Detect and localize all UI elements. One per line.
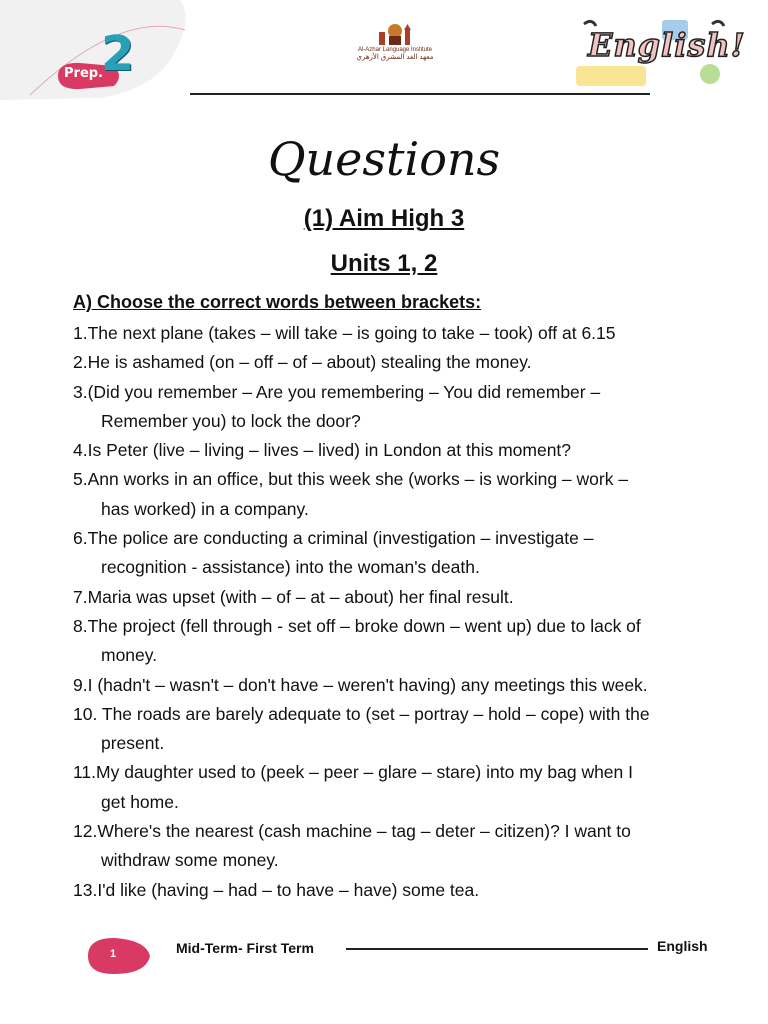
prep-label: Prep.	[64, 66, 103, 81]
question-line: 8.The project (fell through - set off – broke down – went up) due to lack of	[73, 615, 641, 636]
question-line: 4.Is Peter (live – living – lives – lived) in London at this moment?	[73, 440, 572, 461]
question-continuation-line: get home.	[101, 791, 179, 812]
question-line: 10. The roads are barely adequate to (set – portray – hold – cope) with the	[73, 703, 650, 724]
question-continuation-line: has worked) in a company.	[101, 498, 309, 519]
institute-name-en: Al-Azhar Language Institute	[357, 47, 433, 53]
footer-rule	[346, 948, 648, 950]
prep-number: 2	[101, 26, 135, 82]
question-line: 3.(Did you remember – Are you remembering – You did remember –	[73, 381, 601, 402]
question-line: 1.The next plane (takes – will take – is going to take – took) off at 6.15	[73, 323, 616, 343]
footer-term: Mid-Term- First Term	[176, 940, 314, 956]
question-continuation-line: present.	[101, 733, 165, 754]
question-line: 6.The police are conducting a criminal (investigation – investigate –	[73, 528, 594, 549]
section-a-heading: A) Choose the correct words between brackets:	[73, 292, 482, 312]
question-line: 13.I'd like (having – had – to have – have) some tea.	[73, 879, 480, 900]
footer-subject: English	[657, 938, 708, 954]
question-line: 7.Maria was upset (with – of – at – about) her final result.	[73, 586, 514, 607]
page-number-badge-icon	[84, 934, 154, 978]
header-rule	[190, 93, 650, 95]
units-title: Units 1, 2	[330, 250, 438, 277]
institute-logo-block	[340, 22, 450, 61]
page-title: Questions	[267, 132, 501, 186]
page-number: 1	[110, 948, 117, 960]
question-line: 9.I (hadn't – wasn't – don't have – weren't having) any meetings this week.	[73, 674, 648, 695]
question-continuation-line: recognition - assistance) into the woman's death.	[101, 557, 480, 578]
book-title: (1) Aim High 3	[303, 205, 465, 232]
questions-list	[73, 319, 733, 905]
question-line: 5.Ann works in an office, but this week she (works – is working – work –	[73, 469, 629, 490]
institute-name-ar: معهد الغد المشرق الأزهري	[356, 54, 434, 61]
question-line: 12.Where's the nearest (cash machine – tag – deter – citizen)? I want to	[73, 821, 631, 842]
question-continuation-line: withdraw some money.	[101, 850, 279, 871]
english-logo-text: English!	[588, 26, 746, 64]
question-line: 11.My daughter used to (peek – peer – glare – stare) into my bag when I	[73, 762, 633, 783]
question-continuation-line: money.	[101, 645, 158, 666]
question-continuation-line: Remember you) to lock the door?	[101, 410, 361, 431]
question-line: 2.He is ashamed (on – off – of – about) stealing the money.	[73, 352, 532, 373]
institute-logo-icon	[373, 22, 417, 46]
